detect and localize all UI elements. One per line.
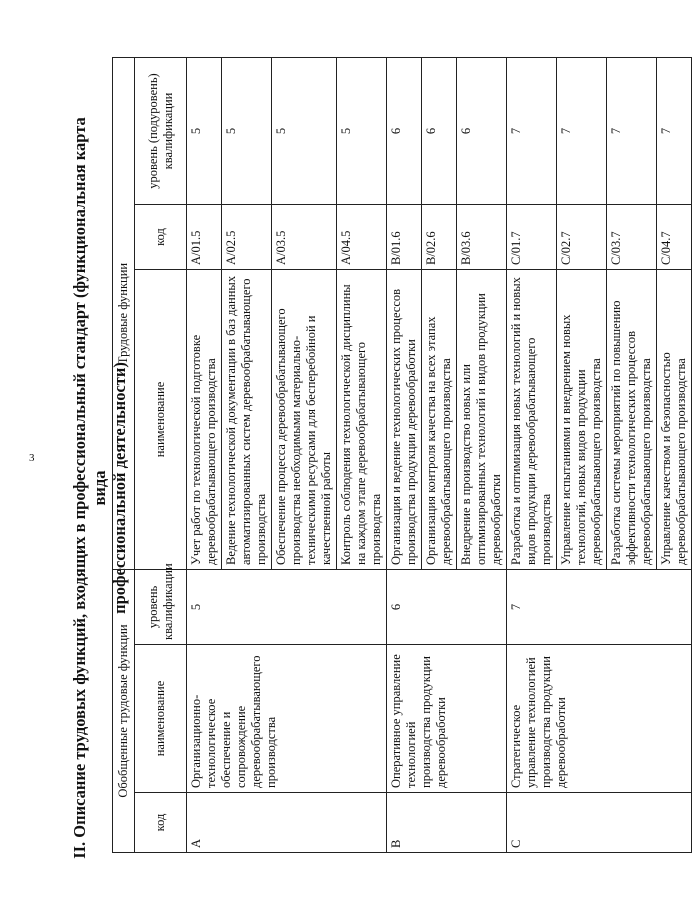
header-labor: Трудовые функции <box>113 57 135 569</box>
tf-level: 5 <box>272 57 337 204</box>
table-row <box>187 57 222 852</box>
tf-name: Управление качеством и безопасностью деревообрабатывающего производства <box>657 270 692 570</box>
gf-level: 7 <box>507 570 692 645</box>
tf-level: 7 <box>557 57 607 204</box>
tf-name: Ведение технологической документации в баз данных автоматизированных систем деревообрабатывающего производства <box>222 270 272 570</box>
tf-code: A/01.5 <box>187 205 222 270</box>
tf-name: Обеспечение процесса деревообрабатывающего производства необходимыми материально-техническими ресурсами для бесперебойной и качественной работы <box>272 270 337 570</box>
header-level: уровень квалификации <box>135 570 187 645</box>
header-name: наименование <box>135 645 187 793</box>
header-code: код <box>135 793 187 853</box>
gf-code: A <box>187 793 387 853</box>
gf-level: 6 <box>387 570 507 645</box>
table-row <box>507 57 557 852</box>
tf-code: A/04.5 <box>337 205 387 270</box>
tf-code: A/02.5 <box>222 205 272 270</box>
tf-level: 7 <box>507 57 557 204</box>
tf-name: Управление испытаниями и внедрением новых технологий, новых видов продукции деревообрабатывающего производства <box>557 270 607 570</box>
tf-level: 5 <box>187 57 222 204</box>
tf-code: C/01.7 <box>507 205 557 270</box>
gf-code: C <box>507 793 692 853</box>
tf-code: B/02.6 <box>422 205 457 270</box>
tf-name: Учет работ по технологической подготовке деревообрабатывающего производства <box>187 270 222 570</box>
heading-line-1: II. Описание трудовых функций, входящих в профессиональный стандарт (функциональная карта вида <box>70 117 109 859</box>
gf-name: Оперативное управление технологией производства продукции деревообработки <box>387 645 507 793</box>
gf-level: 5 <box>187 570 387 645</box>
gf-name: Стратегическое управление технологией производства продукции деревообработки <box>507 645 692 793</box>
tf-level: 6 <box>457 57 507 204</box>
tf-name: Организация контроля качества на всех этапах деревообрабатывающего производства <box>422 270 457 570</box>
tf-code: A/03.5 <box>272 205 337 270</box>
tf-code: C/04.7 <box>657 205 692 270</box>
header-generalized: Обобщенные трудовые функции <box>113 570 135 853</box>
tf-level: 6 <box>387 57 422 204</box>
tf-name: Организация и ведение технологических процессов производства продукции деревообработки <box>387 270 422 570</box>
tf-code: B/03.6 <box>457 205 507 270</box>
tf-name: Внедрение в производство новых или оптимизированных технологий и видов продукции деревообработки <box>457 270 507 570</box>
table-row <box>387 57 422 852</box>
tf-code: C/02.7 <box>557 205 607 270</box>
tf-name: Разработка системы мероприятий по повышению эффективности технологических процессов деревообрабатывающего производства <box>607 270 657 570</box>
function-map-table <box>112 57 692 853</box>
tf-level: 6 <box>422 57 457 204</box>
tf-code: B/01.6 <box>387 205 422 270</box>
header-tf-level: уровень (подуровень) квалификации <box>135 57 187 204</box>
page-number: 3 <box>29 452 35 464</box>
tf-name: Контроль соблюдения технологической дисциплины на каждом этапе деревообрабатывающего производства <box>337 270 387 570</box>
tf-level: 7 <box>657 57 692 204</box>
heading-line-2: профессиональной деятельности) <box>110 362 129 614</box>
tf-level: 5 <box>337 57 387 204</box>
gf-name: Организационно-технологическое обеспечение и сопровождение деревообрабатывающего производства <box>187 645 387 793</box>
tf-level: 7 <box>607 57 657 204</box>
tf-code: C/03.7 <box>607 205 657 270</box>
header-tf-name: наименование <box>135 270 187 570</box>
tf-level: 5 <box>222 57 272 204</box>
tf-name: Разработка и оптимизация новых технологий и новых видов продукции деревообрабатывающего производства <box>507 270 557 570</box>
header-tf-code: код <box>135 205 187 270</box>
gf-code: B <box>387 793 507 853</box>
function-map-container <box>112 58 688 853</box>
